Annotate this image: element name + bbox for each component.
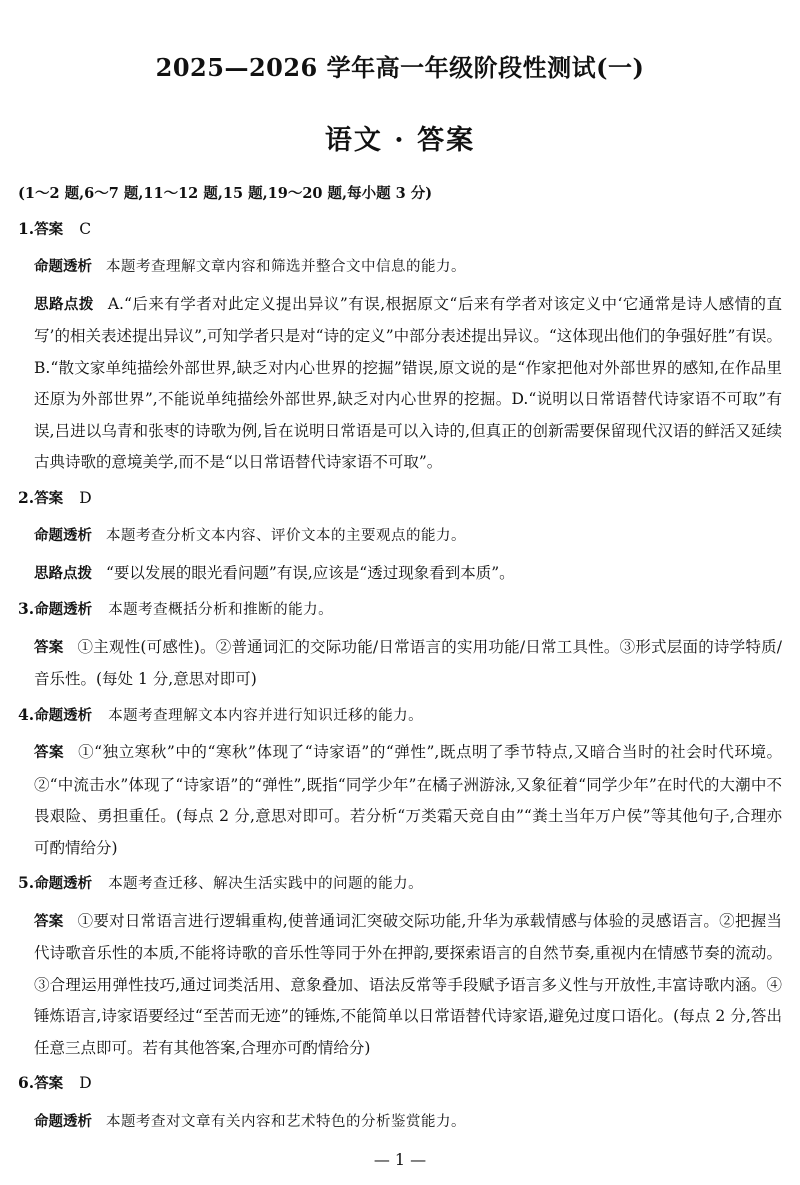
answer-content: [0, 178, 800, 1138]
q2-hint: [18, 558, 782, 591]
answer-text: ①主观性(可感性)。②普通词汇的交际功能/日常语言的实用功能/日常工具性。③形式层面的诗学特质/音乐性。(每处 1 分,意思对即可): [34, 637, 783, 688]
question-number: 5.: [18, 873, 35, 892]
hint-text: A.“后来有学者对此定义提出异议”有误,根据原文“后来有学者对该定义中‘它通常是诗人感情的直写’的相关表述提出异议”,可知学者只是对“诗的定义”中部分表述提出异议。“这体现出他们的争强好胜”有误。B.“散文家单纯描绘外部世界,缺乏对内心世界的挖掘”错误,原文说的是“作家把他对外部世界的感知,在作品里还原为外部世界”,不能说单纯描绘外部世界,缺乏对内心世界的挖掘。D.“说明以日常语替代诗家语不可取”有误,吕进以乌青和张枣的诗歌为例,旨在说明日常语是可以入诗的,但真正的创新需要保留现代汉语的鲜活又延续古典诗歌的意境美学,而不是“以日常语替代诗家语不可取”。: [34, 294, 783, 471]
q4-answer: [18, 737, 782, 864]
hint-label: 思路点拨: [34, 296, 94, 313]
analysis-label: 命题透析: [34, 1113, 92, 1130]
hint-label: 思路点拨: [34, 565, 92, 582]
question-6: [18, 1067, 782, 1101]
answer-text: ①“独立寒秋”中的“寒秋”体现了“诗家语”的“弹性”,既点明了季节特点,又暗合当时的社会时代环境。②“中流击水”体现了“诗家语”的“弹性”,既指“同学少年”在橘子洲游泳,又象征着“同学少年”在时代的大潮中不畏艰险、勇担重任。(每点 2 分,意思对即可。若分析“万类霜天竞自由”“粪土当年万户侯”等其他句子,合理亦可酌情给分): [34, 743, 783, 857]
q2-analysis: [18, 520, 782, 553]
q6-analysis: [18, 1106, 782, 1139]
page-subtitle: 语文 · 答案: [324, 125, 476, 156]
analysis-text: 本题考查迁移、解决生活实践中的问题的能力。: [108, 876, 424, 892]
analysis-label: 命题透析: [34, 707, 93, 724]
answer-value: D: [79, 488, 92, 507]
page-number: — 1 —: [373, 1150, 427, 1169]
analysis-text: 本题考查分析文本内容、评价文本的主要观点的能力。: [106, 528, 466, 544]
answer-label: 答案: [34, 639, 64, 656]
answer-label: 答案: [34, 913, 64, 930]
analysis-text: 本题考查理解文本内容并进行知识迁移的能力。: [108, 707, 424, 724]
hint-text: “要以发展的眼光看问题”有误,应该是“透过现象看到本质”。: [106, 563, 515, 582]
q1-hint: [18, 289, 782, 479]
analysis-text: 本题考查对文章有关内容和艺术特色的分析鉴赏能力。: [106, 1113, 466, 1130]
question-5: [18, 867, 782, 901]
answer-label: 答案: [34, 490, 64, 507]
question-3: [18, 593, 782, 627]
question-number: 4.: [18, 704, 35, 724]
answer-label: 答案: [34, 745, 65, 761]
answer-label: 答案: [34, 1076, 64, 1092]
answer-label: 答案: [34, 221, 64, 238]
analysis-text: 本题考查理解文章内容和筛选并整合文中信息的能力。: [106, 259, 466, 275]
q3-answer: [18, 632, 782, 696]
answer-value: C: [79, 219, 92, 238]
question-number: 1.: [18, 218, 35, 238]
analysis-label: 命题透析: [34, 259, 92, 275]
page-title: 2025—2026 学年高一年级阶段性测试(一): [155, 53, 645, 82]
analysis-label: 命题透析: [34, 602, 93, 618]
question-4: [18, 699, 782, 733]
question-number: 6.: [18, 1073, 35, 1092]
q5-answer: [18, 906, 782, 1065]
question-1: [18, 213, 782, 247]
question-number: 2.: [18, 487, 35, 507]
answer-value: D: [79, 1074, 92, 1092]
analysis-label: 命题透析: [34, 876, 93, 892]
question-2: [18, 482, 782, 516]
scoring-note: (1～2 题,6～7 题,11～12 题,15 题,19～20 题,每小题 3 分): [18, 185, 433, 202]
analysis-label: 命题透析: [34, 528, 92, 544]
q1-analysis: [18, 251, 782, 284]
answer-text: ①要对日常语言进行逻辑重构,使普通词汇突破交际功能,升华为承载情感与体验的灵感语言。②把握当代诗歌音乐性的本质,不能将诗歌的音乐性等同于外在押韵,要探索语言的自然节奏,重视内在情感节奏的流动。③合理运用弹性技巧,通过词类活用、意象叠加、语法反常等手段赋予语言多义性与开放性,丰富诗歌内涵。④锤炼语言,诗家语要经过“至苦而无迹”的锤炼,不能简单以日常语替代诗家语,避免过度口语化。(每点 2 分,答出任意三点即可。若有其他答案,合理亦可酌情给分): [34, 911, 783, 1057]
question-number: 3.: [18, 599, 35, 618]
analysis-text: 本题考查概括分析和推断的能力。: [108, 602, 334, 618]
